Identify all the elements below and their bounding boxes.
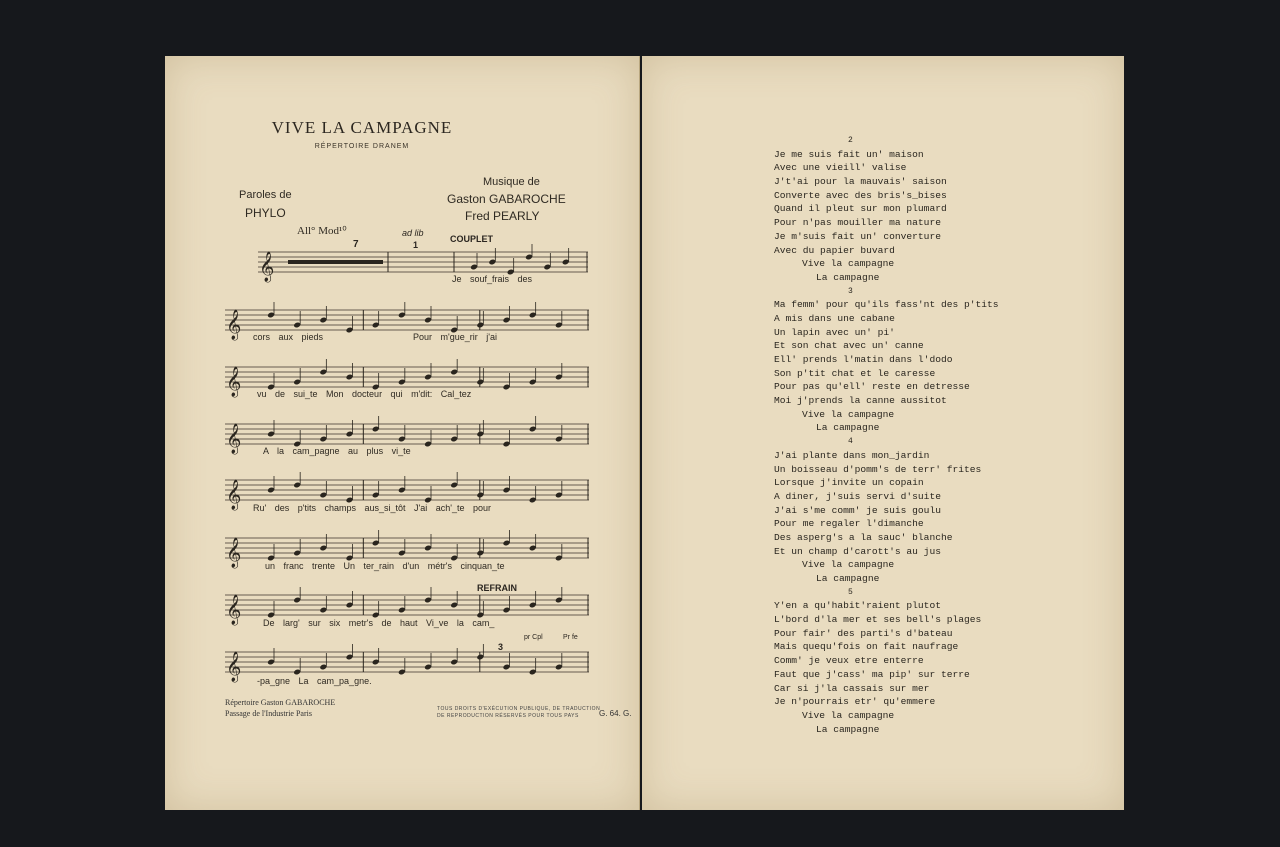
rights-line-1: TOUS DROITS D'EXÉCUTION PUBLIQUE, DE TRADUCTION <box>437 706 601 712</box>
rest-count: 7 <box>353 239 359 250</box>
verse-line: Pour pas qu'ell' reste en detresse <box>774 381 970 393</box>
lyric-line: cors aux pieds <box>253 332 324 342</box>
lyric-line: De larg' sur six metr's de haut Vi_ve la cam_ <box>263 618 495 628</box>
lyric-line: Je souf_frais des <box>452 274 533 284</box>
ad-lib-marking: ad lib <box>402 228 424 238</box>
verse-line: Et son chat avec un' canne <box>774 340 924 352</box>
refrain-label: REFRAIN <box>477 583 517 593</box>
verse-line: J't'ai pour la mauvais' saison <box>774 176 947 188</box>
refrain-line: Vive la campagne <box>802 408 895 420</box>
verse-line: J'ai plante dans mon_jardin <box>774 449 930 461</box>
verse-line: L'bord d'la mer et ses bell's plages <box>774 614 982 626</box>
treble-clef-icon: 𝄞 <box>226 480 242 510</box>
coda-p-couplet: pr Cpl <box>524 634 543 641</box>
multi-measure-rest <box>288 260 383 264</box>
song-subtitle: RÉPERTOIRE DRANEM <box>314 143 410 150</box>
verse-line: Moi j'prends la canne aussitot <box>774 395 947 407</box>
lyric-line: A la cam_pagne au plus vi_te <box>263 446 411 456</box>
composer-2: Fred PEARLY <box>465 209 540 223</box>
verse-line: Avec du papier buvard <box>774 244 895 256</box>
rights-line-2: DE REPRODUCTION RÉSERVÉS POUR TOUS PAYS <box>437 713 579 719</box>
refrain-line: Vive la campagne <box>802 559 895 571</box>
lyric-line: Pour m'gue_rir j'ai <box>413 332 497 342</box>
verse-line: Un lapin avec un' pi' <box>774 326 895 338</box>
refrain-line: Vive la campagne <box>802 709 895 721</box>
treble-clef-icon: 𝄞 <box>226 424 242 454</box>
verse-line: Je m'suis fait un' converture <box>774 230 941 242</box>
verse-line: Ma femm' pour qu'ils fass'nt des p'tits <box>774 299 999 311</box>
verse-line: J'ai s'me comm' je suis goulu <box>774 504 941 516</box>
verse-line: Pour fair' des parti's d'bateau <box>774 627 953 639</box>
verse-line: Converte avec des bris's_bises <box>774 189 947 201</box>
verse-line: A diner, j'suis servi d'suite <box>774 490 941 502</box>
verse-line: Avec une vieill' valise <box>774 162 907 174</box>
verse-line: Je me suis fait un' maison <box>774 148 924 160</box>
lyrics-by-label: Paroles de <box>239 189 292 201</box>
lyric-line: Ru' des p'tits champs aus_si_tôt J'ai ach'_te pour <box>253 503 491 513</box>
treble-clef-icon: 𝄞 <box>226 538 242 568</box>
song-title: VIVE LA CAMPAGNE <box>271 118 453 137</box>
verses-block <box>774 134 999 736</box>
treble-clef-icon: 𝄞 <box>226 652 242 682</box>
verse-line: Son p'tit chat et le caresse <box>774 367 936 379</box>
right-page-lyrics <box>642 56 1124 810</box>
verse-number: 4 <box>848 437 853 447</box>
verse-line: A mis dans une cabane <box>774 312 895 324</box>
verse-line: Pour me regaler l'dimanche <box>774 518 924 530</box>
refrain-line: La campagne <box>816 422 880 434</box>
treble-clef-icon: 𝄞 <box>259 252 275 282</box>
verse-number: 5 <box>848 587 853 597</box>
music-by-label: Musique de <box>483 176 540 188</box>
publisher-line-1: Répertoire Gaston GABAROCHE <box>225 698 336 707</box>
treble-clef-icon: 𝄞 <box>226 367 242 397</box>
verse-line: Car si j'la cassais sur mer <box>774 682 930 694</box>
staff-system <box>258 244 588 284</box>
treble-clef-icon: 𝄞 <box>226 595 242 625</box>
verse-line: Lorsque j'invite un copain <box>774 477 924 489</box>
lyric-line: vu de sui_te Mon docteur qui m'dit: Cal_tez <box>257 389 472 399</box>
verse-line: Des asperg's a la sauc' blanche <box>774 531 953 543</box>
tempo-marking: All° Mod¹⁰ <box>297 225 347 237</box>
couplet-label: COUPLET <box>450 234 494 244</box>
verse-line: Comm' je veux etre enterre <box>774 655 924 667</box>
verse-number: 3 <box>848 286 853 296</box>
treble-clef-icon: 𝄞 <box>226 310 242 340</box>
verse-line: Mais quequ'fois on fait naufrage <box>774 641 959 653</box>
verse-line: Je n'pourrais etr' qu'emmere <box>774 696 936 708</box>
verse-line: Et un champ d'carott's au jus <box>774 545 941 557</box>
verse-line: Faut que j'cass' ma pip' sur terre <box>774 668 970 680</box>
refrain-line: La campagne <box>816 723 880 735</box>
ending-one: 1 <box>413 240 419 250</box>
left-page-sheet-music <box>165 56 640 810</box>
publisher-line-2: Passage de l'Industrie Paris <box>225 709 312 718</box>
composer-1: Gaston GABAROCHE <box>447 192 566 206</box>
refrain-line: La campagne <box>816 271 880 283</box>
coda-pour-fin: Pr fe <box>563 634 578 641</box>
verse-line: Quand il pleut sur mon plumard <box>774 203 947 215</box>
lyric-line: un franc trente Un ter_rain d'un métr's cinquan_te <box>265 561 505 571</box>
verse-line: Ell' prends l'matin dans l'dodo <box>774 354 953 365</box>
verse-number: 2 <box>848 136 853 145</box>
catalog-code: G. 64. G. <box>599 709 632 718</box>
refrain-line: Vive la campagne <box>802 258 895 270</box>
publisher-footer <box>225 697 335 719</box>
verse-line: Y'en a qu'habit'raient plutot <box>774 600 941 612</box>
rights-notice <box>437 706 600 720</box>
coda-three: 3 <box>498 642 504 652</box>
refrain-line: La campagne <box>816 573 880 584</box>
verse-line: Pour n'pas mouiller ma nature <box>774 217 941 229</box>
lyric-line: -pa_gne La cam_pa_gne. <box>257 676 372 686</box>
lyricist-name: PHYLO <box>245 206 286 220</box>
verse-line: Un boisseau d'pomm's de terr' frites <box>774 463 982 475</box>
